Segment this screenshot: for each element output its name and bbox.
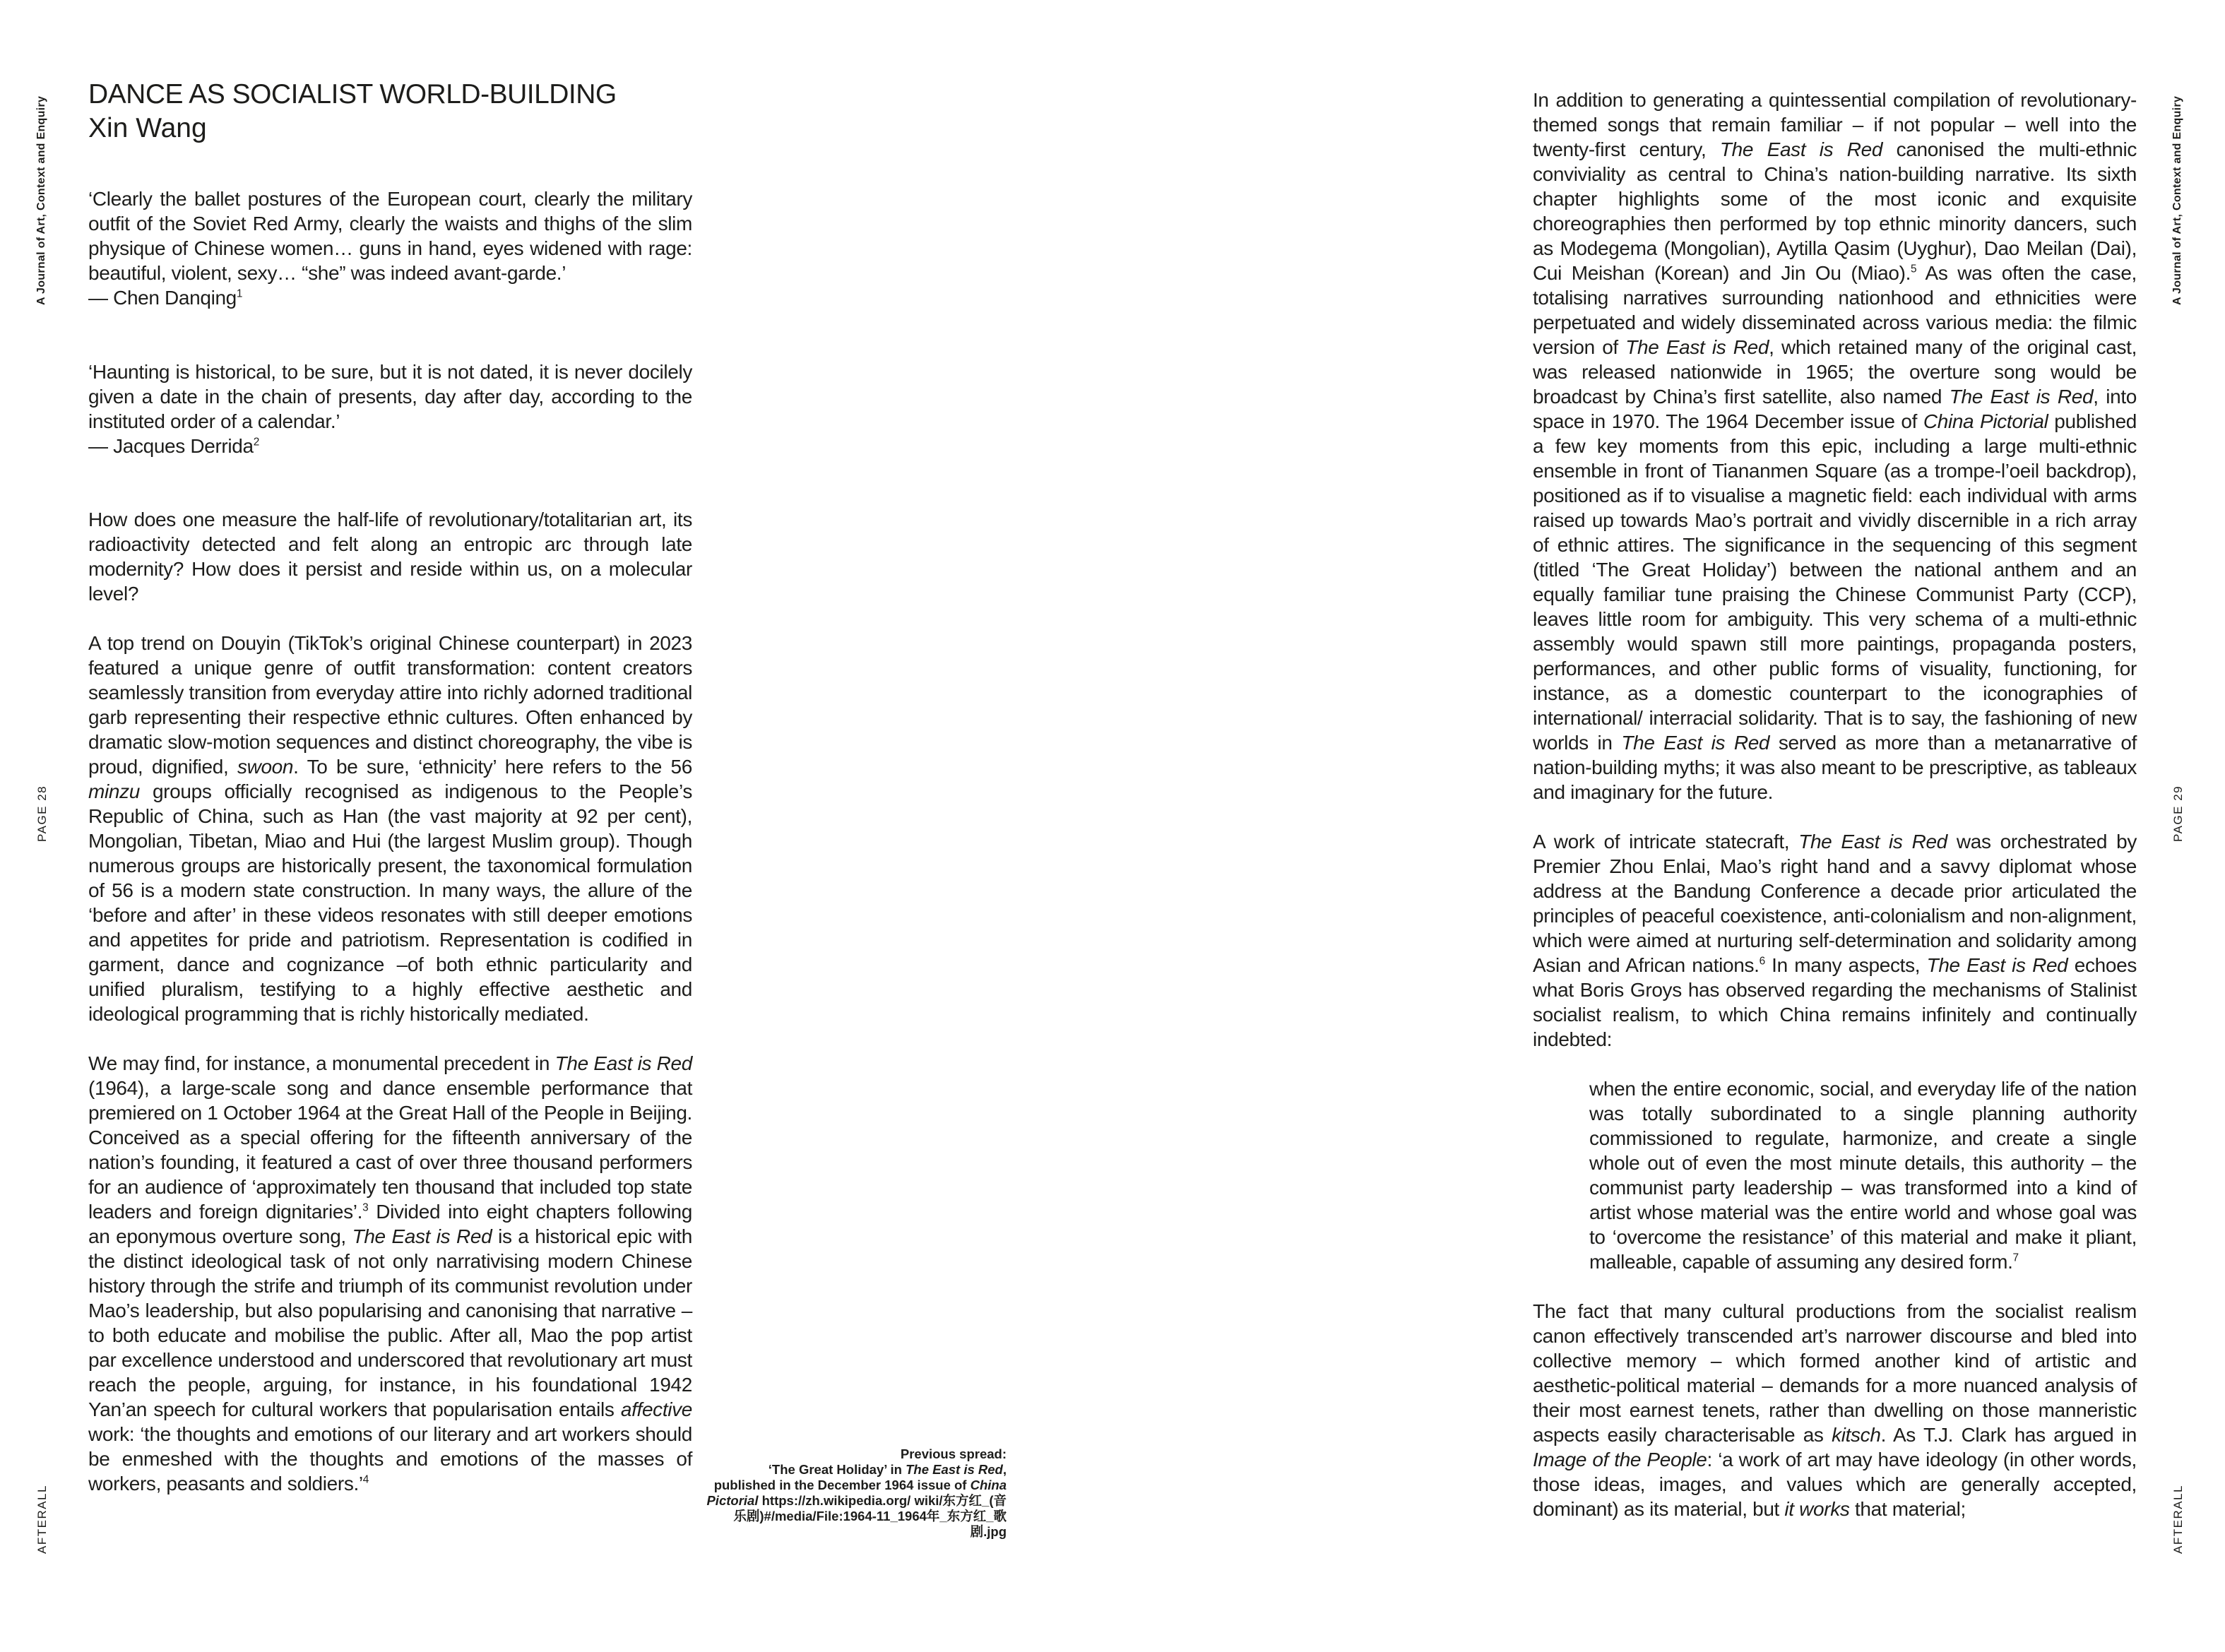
text-run: , into space in 1970. The 1964 December issue of xyxy=(1533,386,2137,432)
italic-title: swoon xyxy=(237,756,294,778)
footnote-marker: 7 xyxy=(2012,1252,2019,1264)
journal-subtitle-right: A Journal of Art, Context and Enquiry xyxy=(2171,95,2183,305)
text-run: — Chen Danqing xyxy=(88,287,237,309)
text-run: How does one measure the half-life of revolutionary/totalitarian art, its radioactivity detected and felt along an entropic arc through late modernity? How does it persist and reside within us, on a molecular level? xyxy=(88,509,692,605)
body-paragraph xyxy=(88,631,692,1026)
text-run: , which retained many of the original cast, was released nationwide in 1965; the overture song would be broadcast by China’s first satellite, also named xyxy=(1533,336,2137,408)
text-run: published a few key moments from this epic, including a large multi-ethnic ensemble in front of Tiananmen Square (as a trompe-l’oeil backdrop), positioned as if to visualise a magnetic field: each individual with arms raised up towards Mao’s portrait and vividly discernible in a rich array of ethnic attires. The significance in the sequencing of this segment (titled ‘The Great Holiday’) between the national anthem and an equally familiar tune praising the Chinese Communist Party (CCP), leaves little room for ambiguity. This very schema of a multi-ethnic assembly would spawn still more paintings, propaganda posters, performances, and other public forms of visuality, functioning, for instance, as a domestic counterpart to the iconographies of international/ interracial solidarity. That is to say, the fashioning of new worlds in xyxy=(1533,410,2137,754)
text-run: A work of intricate statecraft, xyxy=(1533,831,1799,852)
text-run: (1964), a large-scale song and dance ensemble performance that premiered on 1 October 1964 at the Great Hall of the People in Beijing. Conceived as a special offering for the fifteenth anniversary of the nation’s founding, it featured a cast of over three thousand performers for an audience of ‘approximately ten thousand that included top state leaders and foreign dignitaries’. xyxy=(88,1077,692,1223)
footnote-marker: 5 xyxy=(1911,263,1917,275)
block-quote-groys xyxy=(1589,1076,2137,1274)
text-run: echoes what Boris Groys has observed regarding the mechanisms of Stalinist socialist realism, to which China remains infinitely and continually indebted: xyxy=(1533,954,2137,1050)
body-paragraph xyxy=(1533,88,2137,804)
caption-text xyxy=(706,1462,1007,1540)
italic-title: The East is Red xyxy=(1926,954,2068,976)
publication-name-right: AFTERALL xyxy=(2171,1485,2185,1554)
text-run: A top trend on Douyin (TikTok’s original Chinese counterpart) in 2023 featured a unique genre of outfit transformation: content creators seamlessly transition from everyday attire into richly adorned traditional garb representing their respective ethnic cultures. Often enhanced by dramatic slow-motion sequences and distinct choreography, the vibe is proud, dignified, xyxy=(88,632,692,778)
text-run: ‘Haunting is historical, to be sure, but it is not dated, it is never docilely given a date in the chain of presents, day after day, according to the instituted order of a calendar.’ xyxy=(88,361,692,432)
footnote-marker: 3 xyxy=(362,1201,369,1214)
publication-name-left: AFTERALL xyxy=(35,1485,49,1554)
page-number-right: PAGE 29 xyxy=(2171,785,2185,842)
text-run: https://zh.wikipedia.org/ wiki/东方红_(音乐剧)#/media/File:1964-11_1964年_东方红_歌剧.jpg xyxy=(733,1493,1007,1539)
footnote-marker: 1 xyxy=(236,287,243,300)
text-run: served as more than a metanarrative of nation-building myths; it was also meant to be prescriptive, as tableaux and imaginary for the future. xyxy=(1533,732,2137,803)
text-run: groups officially recognised as indigenous to the People’s Republic of China, such as Han (the vast majority at 92 per cent), Mongolian, Tibetan, Miao and Hui (the largest Muslim group). Though numerous groups are historically present, the taxonomical formulation of 56 is a modern state construction. In many ways, the allure of the ‘before and after’ in these videos resonates with still deeper emotions and appetites for pride and patriotism. Representation is codified in garment, dance and cognizance –of both ethnic particularity and unified pluralism, testifying to a highly effective aesthetic and ideological programming that is richly historically mediated. xyxy=(88,780,692,1025)
text-run: ‘The Great Holiday’ in xyxy=(768,1462,906,1477)
epigraph-chen-danqing xyxy=(88,186,692,335)
text-run: As was often the case, totalising narratives surrounding nationhood and ethnicities were perpetuated and widely disseminated across various media: the filmic version of xyxy=(1533,262,2137,358)
body-paragraph xyxy=(1533,1299,2137,1521)
italic-title: Image of the People xyxy=(1533,1449,1707,1470)
left-body-column xyxy=(88,507,692,1521)
epigraph-text xyxy=(88,186,692,310)
text-run: — Jacques Derrida xyxy=(88,435,254,457)
text-run: is a historical epic with the distinct ideological task of not only narrativising modern Chinese history through the strife and triumph of its communist revolution under Mao’s leadership, but also popularising and canonising that narrative – to both educate and mobilise the public. After all, Mao the pop artist par excellence understood and underscored that revolutionary art must reach the people, arguing, for instance, in his foundational 1942 Yan’an speech for cultural workers that popularisation entails xyxy=(88,1225,692,1420)
italic-title: affective xyxy=(620,1398,692,1420)
text-run: : ‘a work of art may have ideology (in other words, those ideas, images, and values which are generally accepted, dominant) as its material, but xyxy=(1533,1449,2137,1520)
italic-title: The East is Red xyxy=(352,1225,492,1247)
body-paragraph xyxy=(88,1051,692,1496)
italic-title: minzu xyxy=(88,780,140,802)
text-run: was orchestrated by Premier Zhou Enlai, Mao’s right hand and a savvy diplomat whose address at the Bandung Conference a decade prior articulated the principles of peaceful coexistence, anti-colonialism and non-alignment, which were aimed at nurturing self-determination and solidarity among Asian and African nations. xyxy=(1533,831,2137,976)
article-author: Xin Wang xyxy=(88,113,207,143)
image-caption xyxy=(706,1446,1007,1540)
italic-title: it works xyxy=(1784,1498,1850,1520)
text-run: . To be sure, ‘ethnicity’ here refers to the 56 xyxy=(293,756,692,778)
text-run: In addition to generating a quintessential compilation of revolutionary-themed songs that remain familiar – if not popular – well into the twenty-first century, xyxy=(1533,89,2137,160)
epigraph-derrida xyxy=(88,359,692,483)
text-run: . As T.J. Clark has argued in xyxy=(1880,1424,2137,1446)
journal-subtitle-left: A Journal of Art, Context and Enquiry xyxy=(35,95,47,305)
text-run: when the entire economic, social, and everyday life of the nation was totally subordinated to a single planning authority commissioned to regulate, harmonize, and create a single whole out of even the most minute details, this authority – the communist party leadership – was transformed into a kind of artist whose material was the entire world and whose goal was to ‘overcome the resistance’ of this material and make it pliant, malleable, capable of assuming any desired form. xyxy=(1589,1078,2137,1273)
text-run: ‘Clearly the ballet postures of the European court, clearly the military outfit of the Soviet Red Army, clearly the waists and thighs of the slim physique of Chinese women… guns in hand, eyes widened with rage: beautiful, violent, sexy… “she” was indeed avant-garde.’ xyxy=(88,188,692,284)
italic-title: The East is Red xyxy=(1625,336,1769,358)
italic-title: The East is Red xyxy=(906,1462,1003,1477)
footnote-marker: 6 xyxy=(1759,955,1765,968)
italic-title: China Pictorial xyxy=(1923,410,2048,432)
text-run: In many aspects, xyxy=(1764,954,1927,976)
text-run: canonised the multi-ethnic conviviality as central to China’s nation-building narrative. Its sixth chapter highlights some of the most iconic and exquisite choreographies then performed by top ethnic minority dancers, such as Modegema (Mongolian), Aytilla Qasim (Uyghur), Dao Meilan (Dai), Cui Meishan (Korean) and Jin Ou (Miao). xyxy=(1533,138,2137,284)
body-paragraph xyxy=(88,507,692,606)
text-run: , published in the December 1964 issue of xyxy=(713,1462,1007,1492)
caption-heading: Previous spread: xyxy=(900,1446,1007,1461)
italic-title: The East is Red xyxy=(1949,386,2094,408)
article-title: DANCE AS SOCIALIST WORLD-BUILDING xyxy=(88,79,617,109)
epigraph-text xyxy=(88,359,692,458)
italic-title: The East is Red xyxy=(1798,831,1947,852)
page-number-left: PAGE 28 xyxy=(35,785,49,842)
text-run: The fact that many cultural productions from the socialist realism canon effectively transcended art’s narrower discourse and bled into collective memory – which formed another kind of artistic and aesthetic-political material – demands for a more nuanced analysis of their most earnest tenets, rather than dwelling on those manneristic aspects easily characterisable as xyxy=(1533,1300,2137,1446)
italic-title: The East is Red xyxy=(1719,138,1883,160)
footnote-marker: 2 xyxy=(253,436,259,448)
italic-title: kitsch xyxy=(1832,1424,1881,1446)
italic-title: China Pictorial xyxy=(706,1478,1007,1508)
text-run: Divided into eight chapters following an eponymous overture song, xyxy=(88,1201,692,1247)
text-run: work: ‘the thoughts and emotions of our literary and art workers should be enmeshed with the thoughts and emotions of the masses of workers, peasants and soldiers.’ xyxy=(88,1423,692,1494)
italic-title: The East is Red xyxy=(554,1052,692,1074)
text-run: We may find, for instance, a monumental precedent in xyxy=(88,1052,555,1074)
body-paragraph xyxy=(1533,829,2137,1052)
right-body-column xyxy=(1533,88,2137,1546)
italic-title: The East is Red xyxy=(1621,732,1770,754)
footnote-marker: 4 xyxy=(362,1473,369,1486)
text-run: that material; xyxy=(1849,1498,1966,1520)
